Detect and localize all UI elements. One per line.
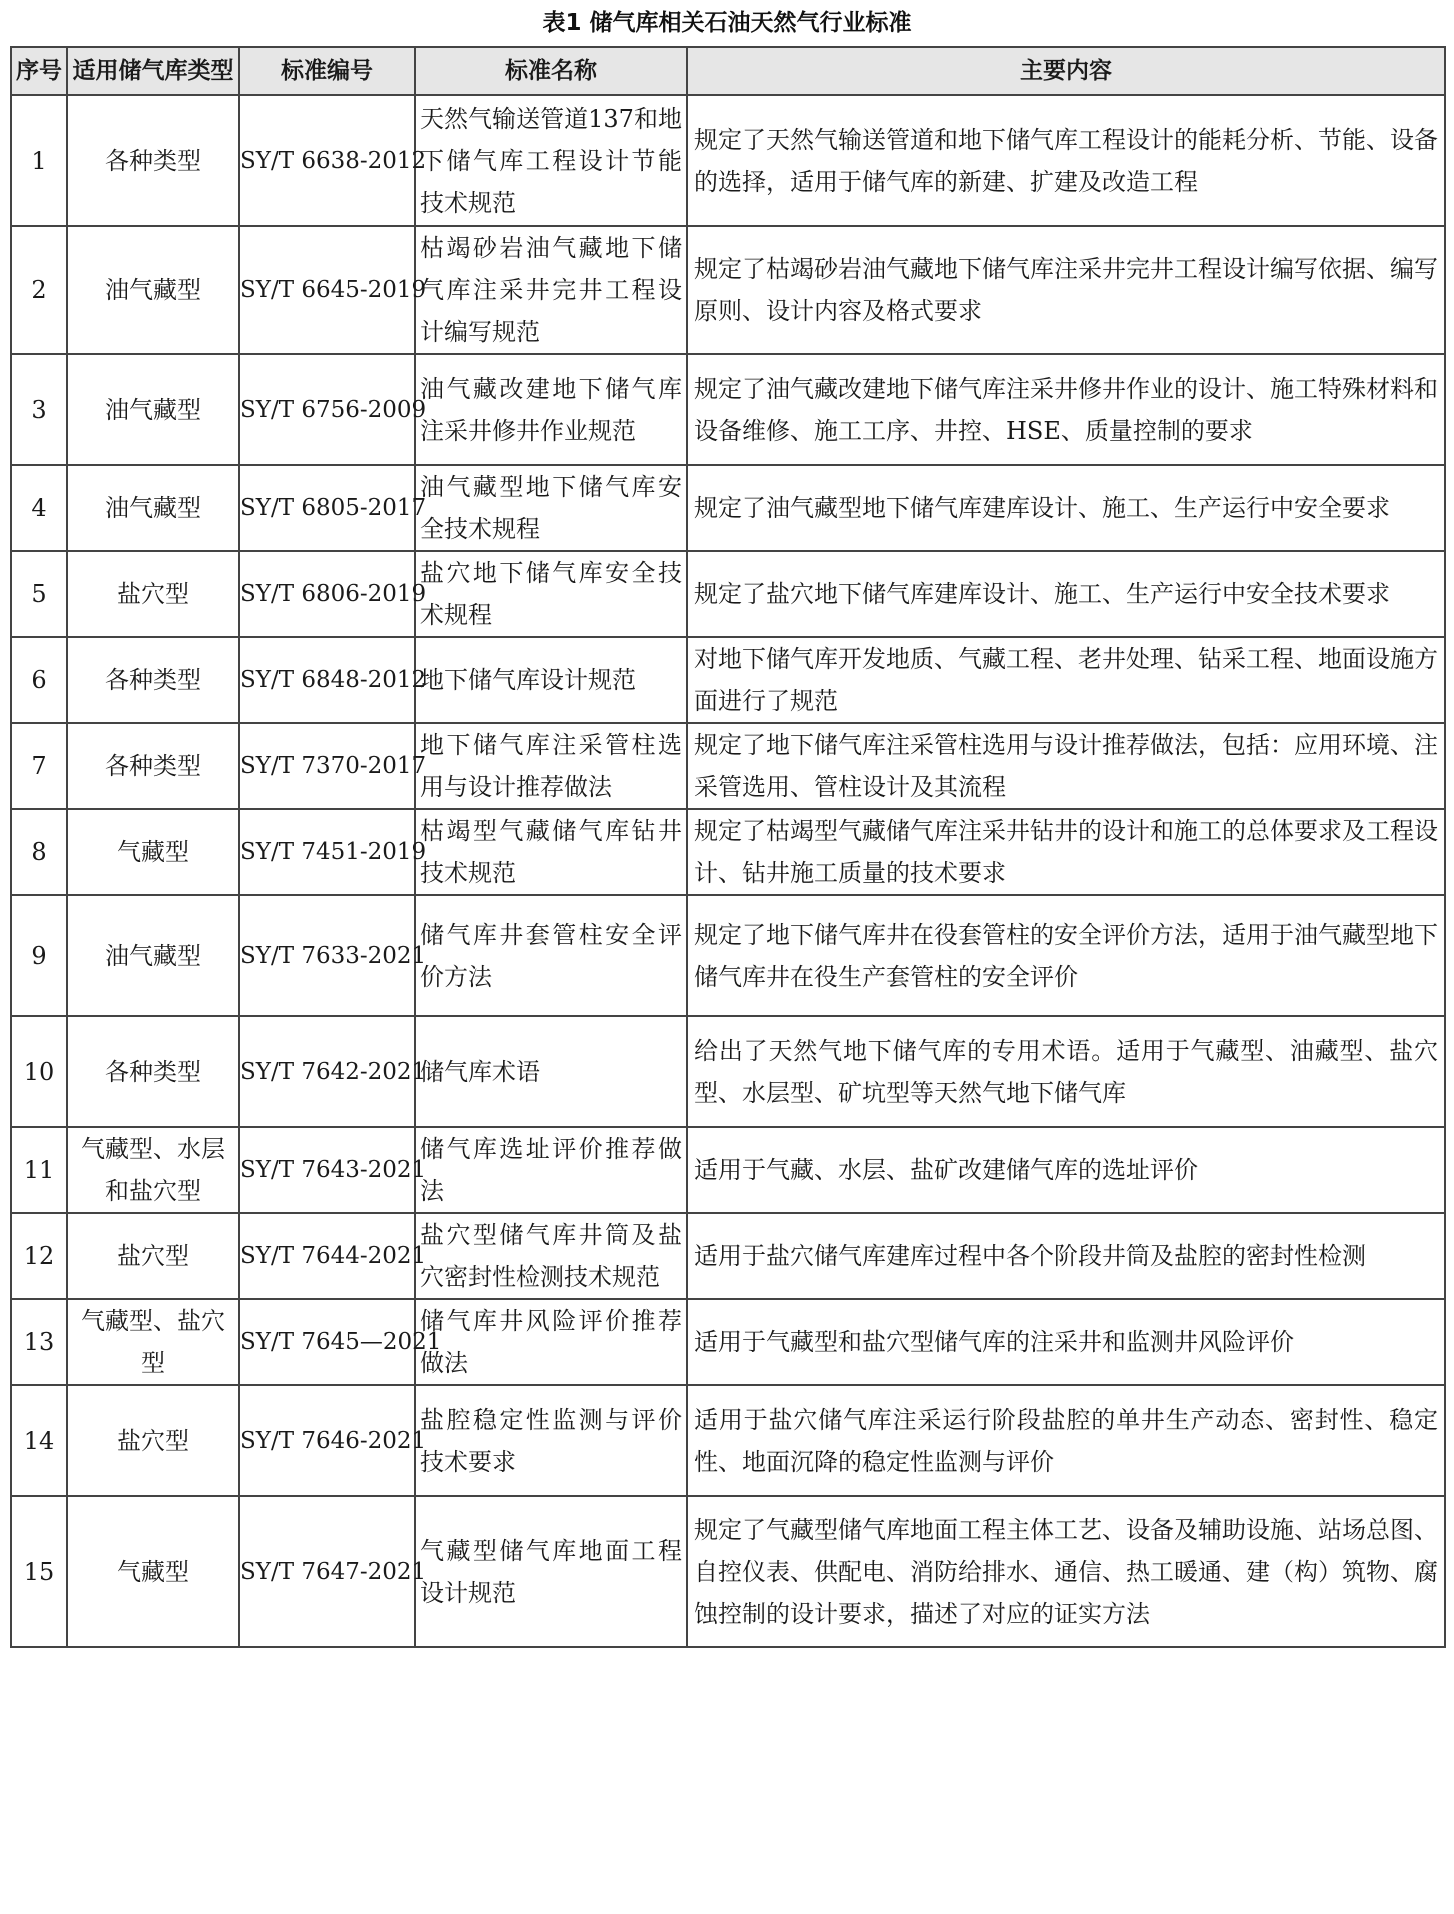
cell-storage-type: 油气藏型 <box>67 895 239 1016</box>
cell-index: 7 <box>11 723 67 809</box>
cell-index: 4 <box>11 465 67 551</box>
cell-main-content: 规定了地下储气库井在役套管柱的安全评价方法，适用于油气藏型地下储气库井在役生产套管柱的安全评价 <box>687 895 1445 1016</box>
cell-storage-type: 盐穴型 <box>67 1385 239 1496</box>
cell-standard-code: SY/T 7451-2019 <box>239 809 415 895</box>
table-row <box>11 637 1445 723</box>
cell-index: 5 <box>11 551 67 637</box>
cell-standard-name: 枯竭型气藏储气库钻井技术规范 <box>415 809 687 895</box>
cell-standard-name: 地下储气库注采管柱选用与设计推荐做法 <box>415 723 687 809</box>
cell-main-content: 适用于气藏型和盐穴型储气库的注采井和监测井风险评价 <box>687 1299 1445 1385</box>
cell-standard-code: SY/T 7633-2021 <box>239 895 415 1016</box>
cell-main-content: 适用于盐穴储气库建库过程中各个阶段井筒及盐腔的密封性检测 <box>687 1213 1445 1299</box>
cell-main-content: 规定了油气藏改建地下储气库注采井修井作业的设计、施工特殊材料和设备维修、施工工序、井控、HSE、质量控制的要求 <box>687 354 1445 465</box>
cell-standard-code: SY/T 6645-2019 <box>239 226 415 354</box>
table-row <box>11 354 1445 465</box>
header-standard-code: 标准编号 <box>239 47 415 95</box>
cell-standard-name: 储气库术语 <box>415 1016 687 1127</box>
cell-standard-name: 天然气输送管道137和地下储气库工程设计节能技术规范 <box>415 95 687 226</box>
cell-standard-code: SY/T 6848-2012 <box>239 637 415 723</box>
cell-storage-type: 各种类型 <box>67 1016 239 1127</box>
table-row <box>11 226 1445 354</box>
cell-index: 12 <box>11 1213 67 1299</box>
cell-storage-type: 各种类型 <box>67 637 239 723</box>
cell-storage-type: 油气藏型 <box>67 354 239 465</box>
cell-standard-name: 储气库井风险评价推荐做法 <box>415 1299 687 1385</box>
cell-main-content: 规定了油气藏型地下储气库建库设计、施工、生产运行中安全要求 <box>687 465 1445 551</box>
cell-index: 14 <box>11 1385 67 1496</box>
cell-standard-code: SY/T 6638-2012 <box>239 95 415 226</box>
cell-standard-name: 盐穴型储气库井筒及盐穴密封性检测技术规范 <box>415 1213 687 1299</box>
cell-storage-type: 气藏型、盐穴型 <box>67 1299 239 1385</box>
cell-standard-code: SY/T 7643-2021 <box>239 1127 415 1213</box>
cell-standard-code: SY/T 6805-2017 <box>239 465 415 551</box>
table-row <box>11 551 1445 637</box>
cell-standard-code: SY/T 6756-2009 <box>239 354 415 465</box>
table-row <box>11 465 1445 551</box>
cell-standard-name: 储气库井套管柱安全评价方法 <box>415 895 687 1016</box>
cell-standard-code: SY/T 7642-2021 <box>239 1016 415 1127</box>
cell-storage-type: 盐穴型 <box>67 1213 239 1299</box>
cell-main-content: 对地下储气库开发地质、气藏工程、老井处理、钻采工程、地面设施方面进行了规范 <box>687 637 1445 723</box>
table-title: 表1 储气库相关石油天然气行业标准 <box>542 10 912 36</box>
cell-index: 2 <box>11 226 67 354</box>
cell-index: 3 <box>11 354 67 465</box>
cell-storage-type: 油气藏型 <box>67 226 239 354</box>
cell-standard-code: SY/T 7645—2021 <box>239 1299 415 1385</box>
cell-index: 6 <box>11 637 67 723</box>
cell-standard-name: 油气藏型地下储气库安全技术规程 <box>415 465 687 551</box>
document-page <box>10 0 1444 1648</box>
cell-standard-code: SY/T 7644-2021 <box>239 1213 415 1299</box>
cell-index: 13 <box>11 1299 67 1385</box>
header-main-content: 主要内容 <box>687 47 1445 95</box>
table-row <box>11 1385 1445 1496</box>
cell-main-content: 适用于盐穴储气库注采运行阶段盐腔的单井生产动态、密封性、稳定性、地面沉降的稳定性监测与评价 <box>687 1385 1445 1496</box>
cell-main-content: 规定了气藏型储气库地面工程主体工艺、设备及辅助设施、站场总图、自控仪表、供配电、消防给排水、通信、热工暖通、建（构）筑物、腐蚀控制的设计要求，描述了对应的证实方法 <box>687 1496 1445 1647</box>
header-storage-type: 适用储气库类型 <box>67 47 239 95</box>
cell-storage-type: 气藏型 <box>67 1496 239 1647</box>
cell-storage-type: 气藏型、水层和盐穴型 <box>67 1127 239 1213</box>
cell-standard-name: 盐腔稳定性监测与评价技术要求 <box>415 1385 687 1496</box>
cell-index: 11 <box>11 1127 67 1213</box>
cell-storage-type: 各种类型 <box>67 95 239 226</box>
cell-standard-name: 储气库选址评价推荐做法 <box>415 1127 687 1213</box>
cell-main-content: 给出了天然气地下储气库的专用术语。适用于气藏型、油藏型、盐穴型、水层型、矿坑型等天然气地下储气库 <box>687 1016 1445 1127</box>
table-row <box>11 723 1445 809</box>
cell-storage-type: 盐穴型 <box>67 551 239 637</box>
table-row <box>11 95 1445 226</box>
cell-index: 10 <box>11 1016 67 1127</box>
cell-standard-code: SY/T 7646-2021 <box>239 1385 415 1496</box>
cell-standard-name: 地下储气库设计规范 <box>415 637 687 723</box>
table-row <box>11 1127 1445 1213</box>
cell-main-content: 规定了枯竭型气藏储气库注采井钻井的设计和施工的总体要求及工程设计、钻井施工质量的技术要求 <box>687 809 1445 895</box>
cell-standard-code: SY/T 6806-2019 <box>239 551 415 637</box>
table-row <box>11 1299 1445 1385</box>
header-index: 序号 <box>11 47 67 95</box>
cell-storage-type: 气藏型 <box>67 809 239 895</box>
table-row <box>11 1016 1445 1127</box>
cell-main-content: 规定了地下储气库注采管柱选用与设计推荐做法，包括：应用环境、注采管选用、管柱设计及其流程 <box>687 723 1445 809</box>
cell-main-content: 规定了天然气输送管道和地下储气库工程设计的能耗分析、节能、设备的选择，适用于储气库的新建、扩建及改造工程 <box>687 95 1445 226</box>
cell-storage-type: 各种类型 <box>67 723 239 809</box>
cell-index: 9 <box>11 895 67 1016</box>
standards-table <box>10 46 1446 1648</box>
table-header-row <box>11 47 1445 95</box>
cell-index: 15 <box>11 1496 67 1647</box>
cell-main-content: 规定了枯竭砂岩油气藏地下储气库注采井完井工程设计编写依据、编写原则、设计内容及格式要求 <box>687 226 1445 354</box>
cell-index: 1 <box>11 95 67 226</box>
cell-main-content: 规定了盐穴地下储气库建库设计、施工、生产运行中安全技术要求 <box>687 551 1445 637</box>
table-row <box>11 1213 1445 1299</box>
header-standard-name: 标准名称 <box>415 47 687 95</box>
cell-standard-name: 气藏型储气库地面工程设计规范 <box>415 1496 687 1647</box>
cell-standard-name: 枯竭砂岩油气藏地下储气库注采井完井工程设计编写规范 <box>415 226 687 354</box>
cell-standard-code: SY/T 7370-2017 <box>239 723 415 809</box>
table-body <box>11 95 1445 1647</box>
cell-standard-name: 盐穴地下储气库安全技术规程 <box>415 551 687 637</box>
cell-index: 8 <box>11 809 67 895</box>
table-row <box>11 895 1445 1016</box>
cell-standard-code: SY/T 7647-2021 <box>239 1496 415 1647</box>
cell-main-content: 适用于气藏、水层、盐矿改建储气库的选址评价 <box>687 1127 1445 1213</box>
table-row <box>11 809 1445 895</box>
table-row <box>11 1496 1445 1647</box>
cell-standard-name: 油气藏改建地下储气库注采井修井作业规范 <box>415 354 687 465</box>
cell-storage-type: 油气藏型 <box>67 465 239 551</box>
